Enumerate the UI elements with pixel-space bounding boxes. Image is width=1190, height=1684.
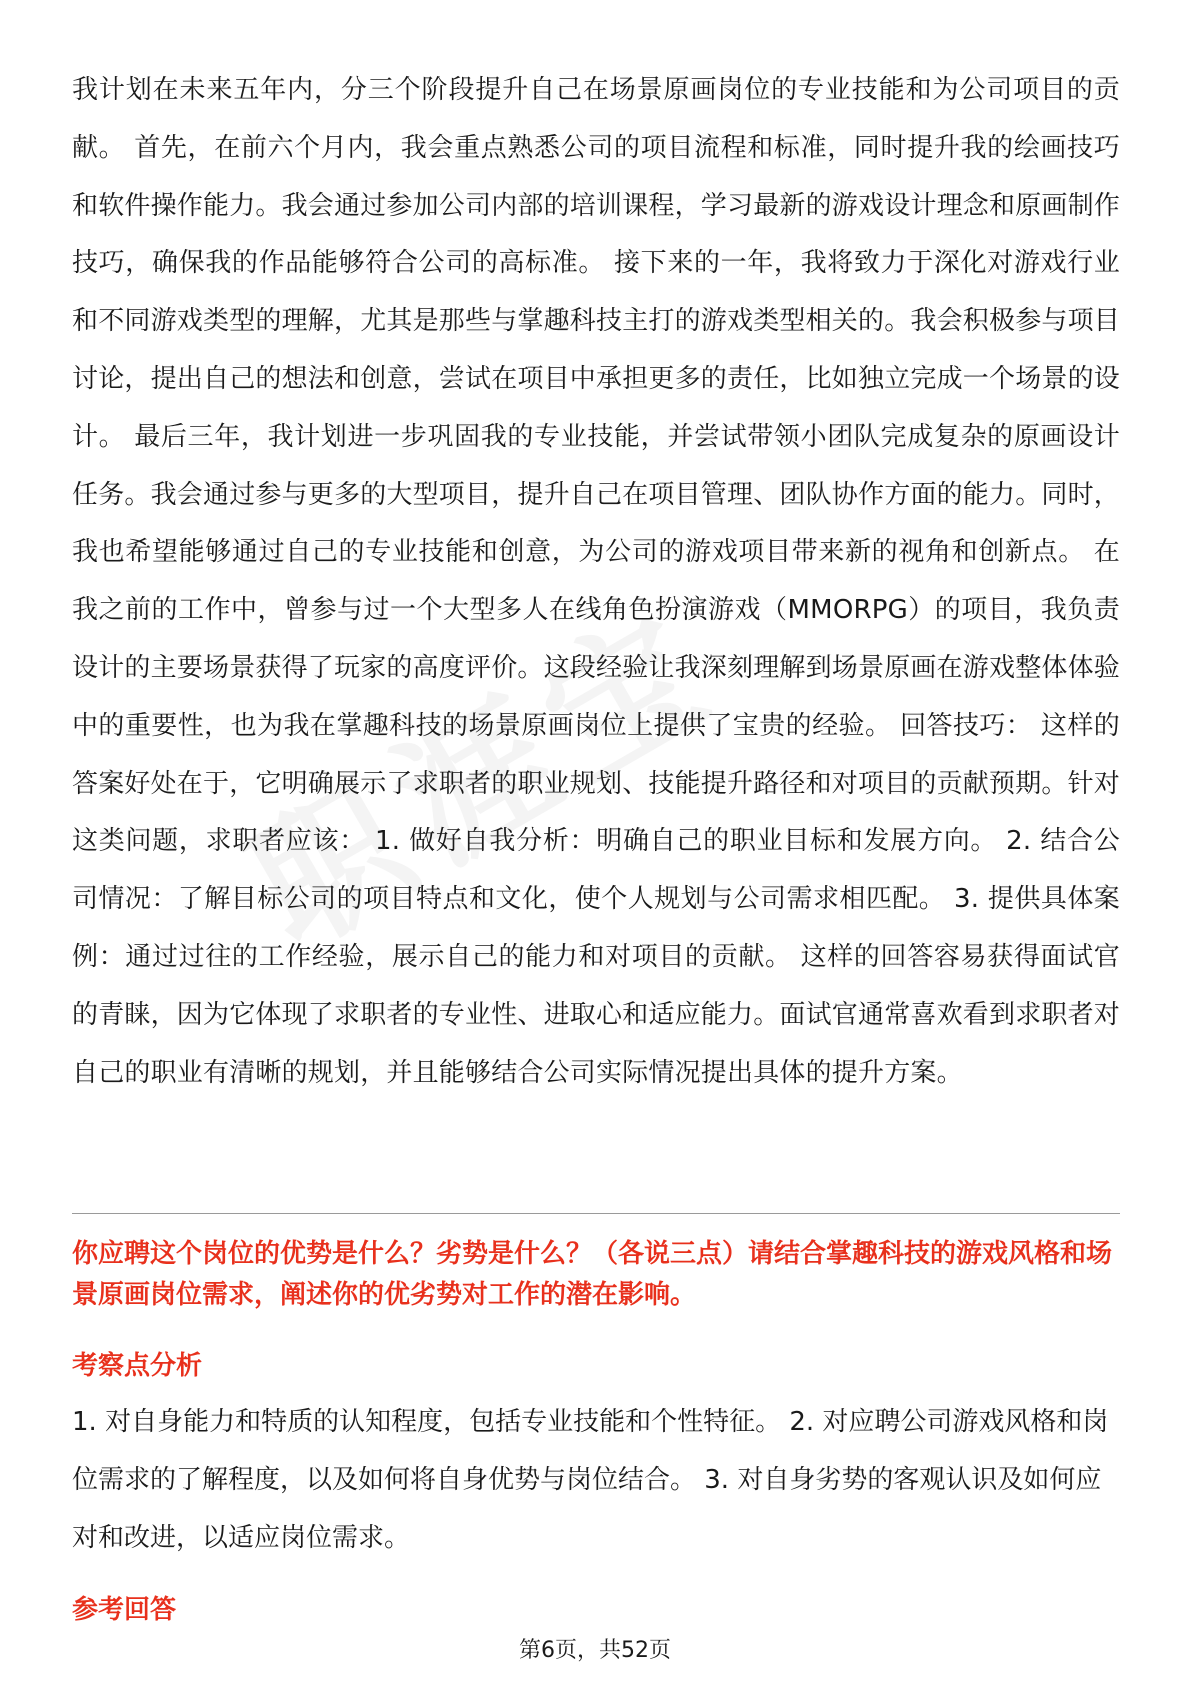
page-footer: 第6页，共52页 [519,1638,671,1663]
analysis-text: 1. 对自身能力和特质的认知程度，包括专业技能和个性特征。 2. 对应聘公司游戏风格和岗位需求的了解程度，以及如何将自身优势与岗位结合。 3. 对自身劣势的客观认识及如何应对和改进，以适应岗位需求。 [72,1407,1109,1553]
answer-body [72,62,1120,1102]
reference-answer-heading: 参考回答 [72,1595,177,1625]
question-title: 你应聘这个岗位的优势是什么？劣势是什么？（各说三点）请结合掌趣科技的游戏风格和场景原画岗位需求，阐述你的优劣势对工作的潜在影响。 [72,1239,1113,1310]
analysis-heading: 考察点分析 [72,1351,203,1381]
body-paragraph: 我计划在未来五年内，分三个阶段提升自己在场景原画岗位的专业技能和为公司项目的贡献。 首先，在前六个月内，我会重点熟悉公司的项目流程和标准，同时提升我的绘画技巧和软件操作能力。我会通过参加公司内部的培训课程，学习最新的游戏设计理念和原画制作技巧，确保我的作品能够符合公司的高标准。 接下来的一年，我将致力于深化对游戏行业和不同游戏类型的理解，尤其是那些与掌趣科技主打的游戏类型相关的。我会积极参与项目讨论，提出自己的想法和创意，尝试在项目中承担更多的责任，比如独立完成一个场景的设计。 最后三年，我计划进一步巩固我的专业技能，并尝试带领小团队完成复杂的原画设计任务。我会通过参与更多的大型项目，提升自己在项目管理、团队协作方面的能力。同时，我也希望能够通过自己的专业技能和创意，为公司的游戏项目带来新的视角和创新点。 在我之前的工作中，曾参与过一个大型多人在线角色扮演游戏（MMORPG）的项目，我负责设计的主要场景获得了玩家的高度评价。这段经验让我深刻理解到场景原画在游戏整体体验中的重要性，也为我在掌趣科技的场景原画岗位上提供了宝贵的经验。 回答技巧： 这样的答案好处在于，它明确展示了求职者的职业规划、技能提升路径和对项目的贡献预期。针对这类问题，求职者应该： 1. 做好自我分析：明确自己的职业目标和发展方向。 2. 结合公司情况：了解目标公司的项目特点和文化，使个人规划与公司需求相匹配。 3. 提供具体案例：通过过往的工作经验，展示自己的能力和对项目的贡献。 这样的回答容易获得面试官的青睐，因为它体现了求职者的专业性、进取心和适应能力。面试官通常喜欢看到求职者对自己的职业有清晰的规划，并且能够结合公司实际情况提出具体的提升方案。 [72,75,1121,1088]
section-divider [72,1213,1120,1214]
